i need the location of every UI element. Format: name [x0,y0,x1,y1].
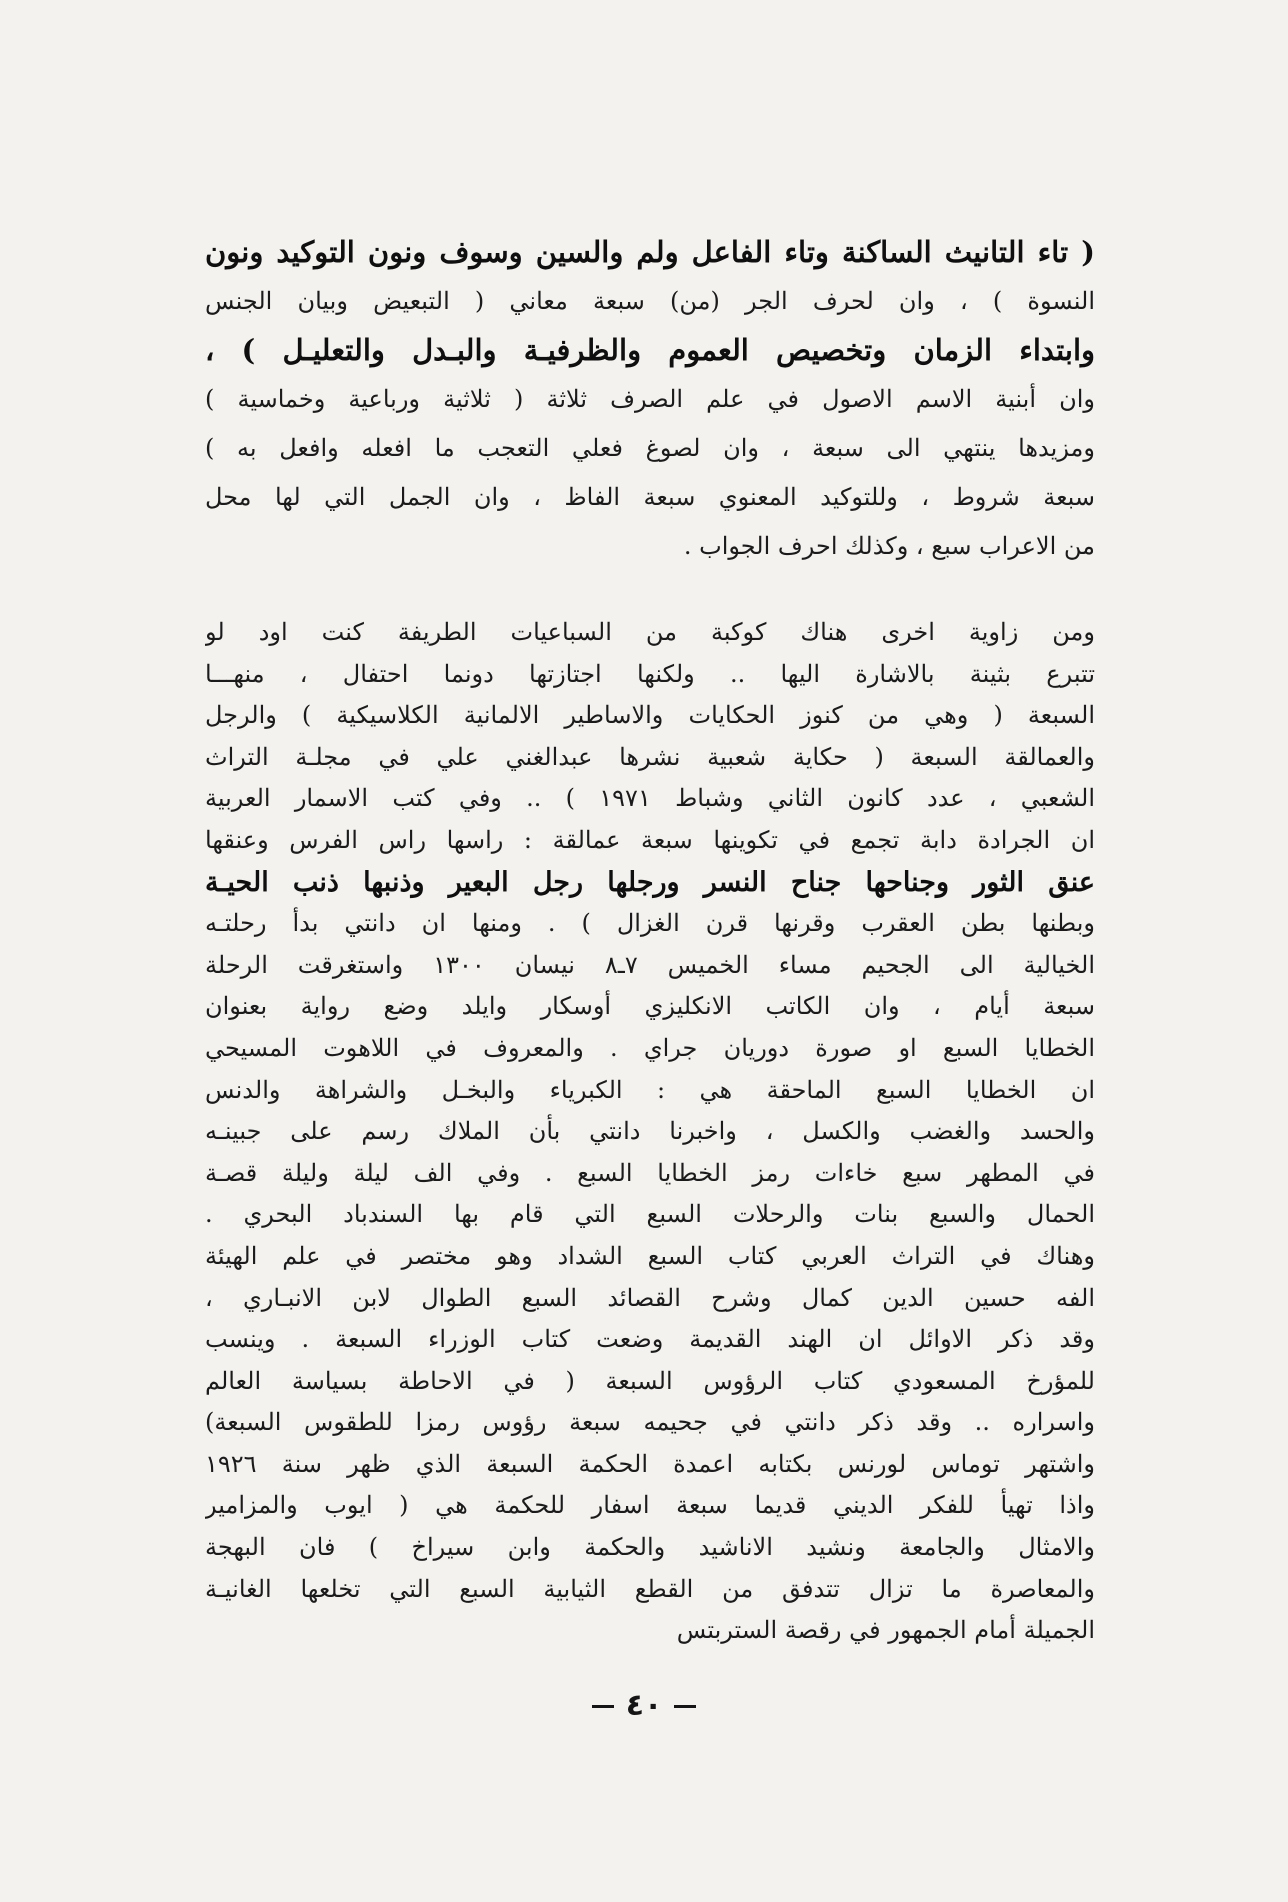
text-line: واشتهر توماس لورنس بكتابه اعمدة الحكمة السبعة الذي ظهر سنة ١٩٢٦ [205,1449,1095,1478]
text-line: الخيالية الى الجحيم مساء الخميس ٧ـ٨ نيسان ١٣٠٠ واستغرقت الرحلة [205,950,1095,979]
text-line: والمعاصرة ما تزال تتدفق من القطع الثيابية السبع التي تخلعها الغانيـة [205,1574,1095,1603]
text-line: ( تاء التانيث الساكنة وتاء الفاعل ولم والسين وسوف ونون التوكيد ونون [205,235,1095,269]
text-line: للمؤرخ المسعودي كتاب الرؤوس السبعة ( في الاحاطة بسياسة العالم [205,1366,1095,1395]
text-line: ان الجرادة دابة تجمع في تكوينها سبعة عمالقة : راسها راس الفرس وعنقها [205,825,1095,854]
text-line: وان أبنية الاسم الاصول في علم الصرف ثلاثة ( ثلاثية ورباعية وخماسية ) [205,385,1095,413]
text-line: تتبرع بثينة بالاشارة اليها .. ولكنها اجتازتها دونما احتفال ، منهـــا [205,659,1095,688]
text-line: الشعبي ، عدد كانون الثاني وشباط ١٩٧١ ) .. وفي كتب الاسمار العربية [205,784,1095,813]
text-line: والعمالقة السبعة ( حكاية شعبية نشرها عبدالغني علي في مجلـة التراث [205,742,1095,771]
dash-right [592,1705,614,1708]
text-line: النسوة ) ، وان لحرف الجر (من) سبعة معاني ( التبعيض وبيان الجنس [205,287,1095,315]
text-line: وبطنها بطن العقرب وقرنها قرن الغزال ) . ومنها ان دانتي بدأ رحلتـه [205,909,1095,938]
text-line: ومن زاوية اخرى هناك كوكبة من السباعيات الطريفة كنت اود لو [205,618,1095,646]
text-line: والحسد والغضب والكسل ، واخبرنا دانتي بأن الملاك رسم على جبينـه [205,1117,1095,1146]
text-line: وابتداء الزمان وتخصيص العموم والظرفيـة والبـدل والتعليـل ) ، [205,333,1095,367]
paragraph-cultural-sevens [205,612,1095,1652]
text-line: والامثال والجامعة ونشيد الاناشيد والحكمة وابن سيراخ ) فان البهجة [205,1533,1095,1562]
page-number [0,1688,1288,1723]
page-number-text: ٤٠ [625,1688,663,1723]
text-line: الخطايا السبع او صورة دوريان جراي . والمعروف في اللاهوت المسيحي [205,1033,1095,1062]
text-line: ان الخطايا السبع الماحقة هي : الكبرياء والبخـل والشراهة والدنس [205,1075,1095,1104]
text-line: من الاعراب سبع ، وكذلك احرف الجواب . [683,532,1095,560]
text-line: الفه حسين الدين كمال وشرح القصائد السبع الطوال لابن الانبـاري ، [205,1283,1095,1312]
text-line: الحمال والسبع بنات والرحلات السبع التي قام بها السندباد البحري . [205,1200,1095,1229]
dash-left [674,1705,696,1708]
paragraph-grammar-sevens [205,228,1095,571]
text-line: الجميلة أمام الجمهور في رقصة الستربتس [676,1616,1095,1645]
text-line: عنق الثور وجناحها جناح النسر ورجلها رجل البعير وذنبها ذنب الحيـة [205,866,1095,898]
text-line: سبعة شروط ، وللتوكيد المعنوي سبعة الفاظ ، وان الجمل التي لها محل [205,483,1095,511]
text-line: واذا تهيأ للفكر الديني قديما سبعة اسفار للحكمة هي ( ايوب والمزامير [205,1491,1095,1520]
text-line: سبعة أيام ، وان الكاتب الانكليزي أوسكار وايلد وضع رواية بعنوان [205,992,1095,1021]
text-line: وهناك في التراث العربي كتاب السبع الشداد وهو مختصر في علم الهيئة [205,1241,1095,1270]
text-line: واسراره .. وقد ذكر دانتي في جحيمه سبعة رؤوس رمزا للطقوس السبعة) [205,1408,1095,1437]
text-line: ومزيدها ينتهي الى سبعة ، وان لصوغ فعلي التعجب ما افعله وافعل به ) [205,434,1095,462]
text-line: وقد ذكر الاوائل ان الهند القديمة وضعت كتاب الوزراء السبعة . وينسب [205,1325,1095,1354]
text-line: السبعة ( وهي من كنوز الحكايات والاساطير الالمانية الكلاسيكية ) والرجل [205,701,1095,730]
text-line: في المطهر سبع خاءات رمز الخطايا السبع . وفي الف ليلة وليلة قصـة [205,1158,1095,1187]
